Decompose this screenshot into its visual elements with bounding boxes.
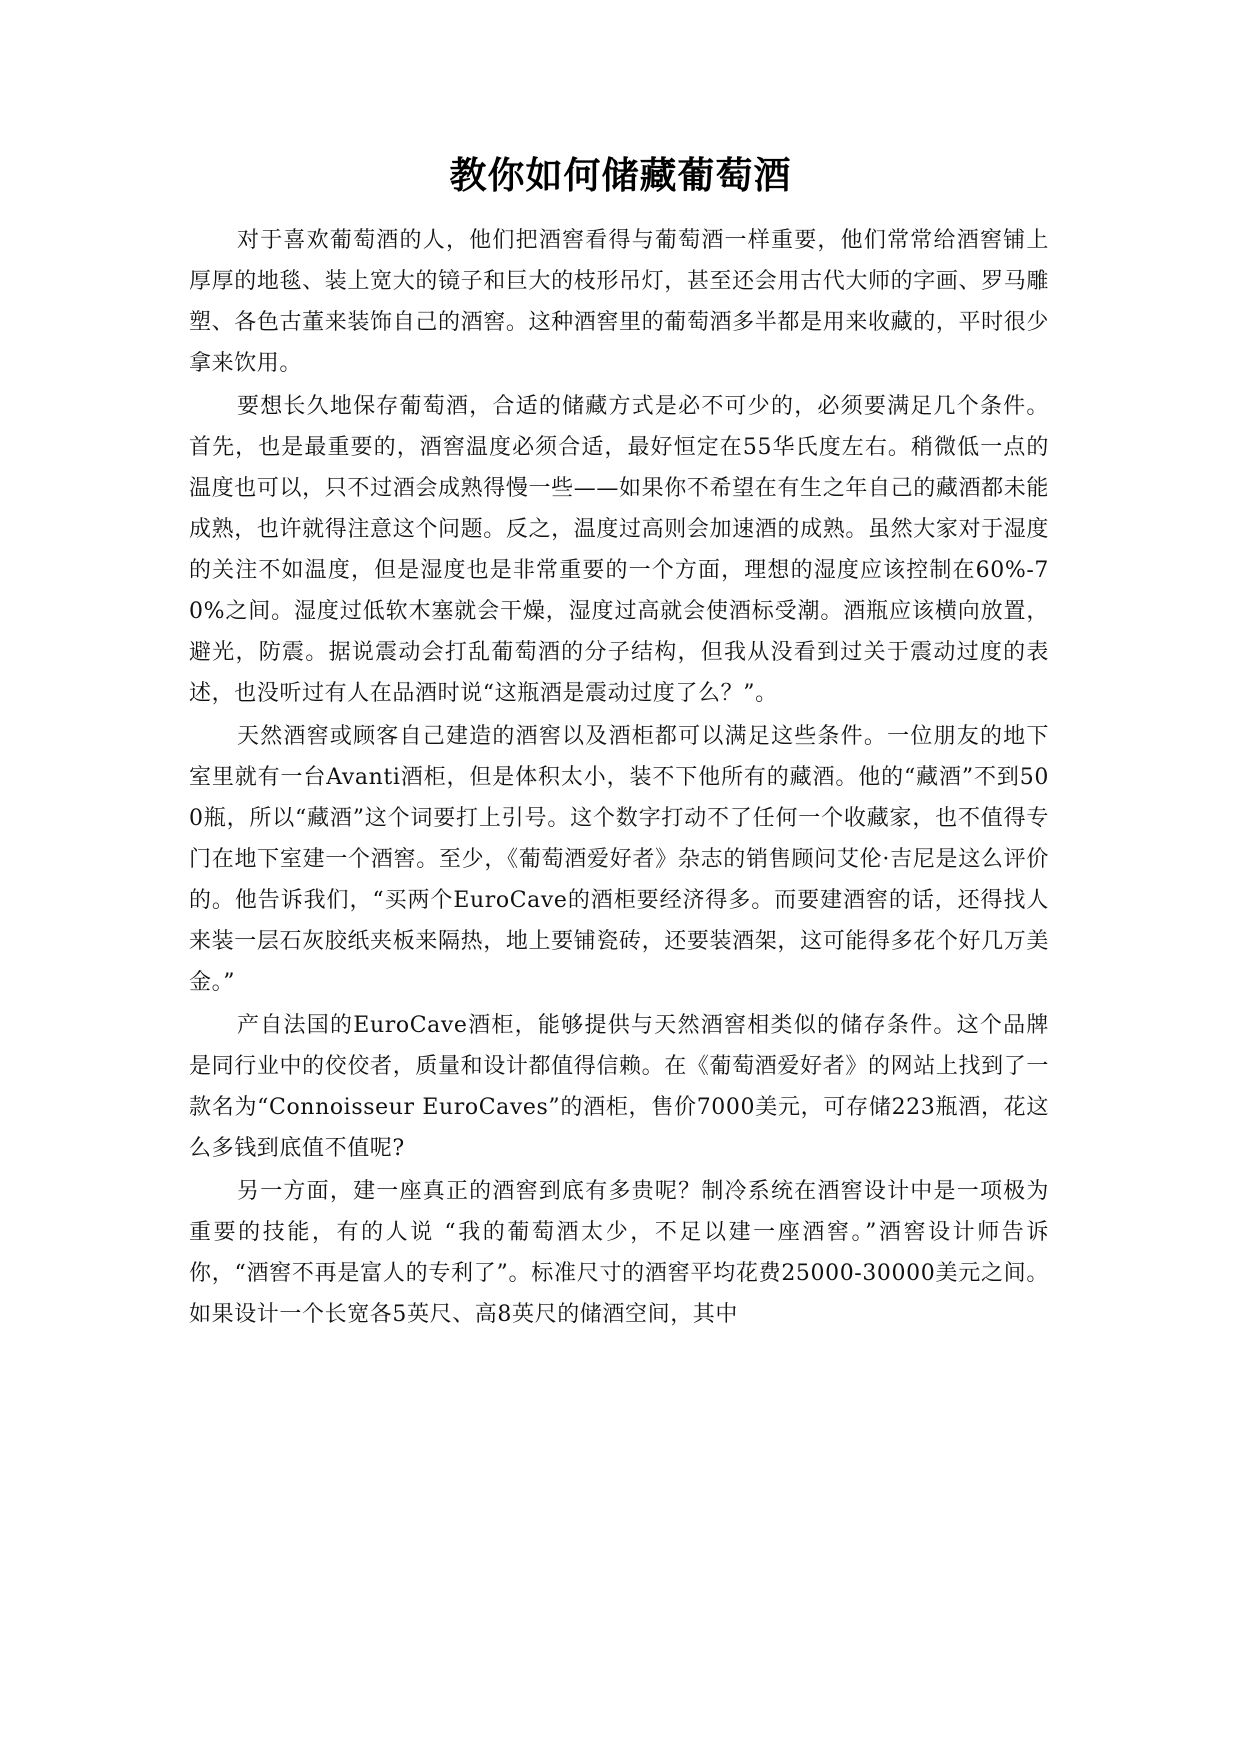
document-body [189,220,1049,1337]
paragraph-eurocave-cabinet: 产自法国的EuroCave酒柜，能够提供与天然酒窖相类似的储存条件。这个品牌是同行业中的佼佼者，质量和设计都值得信赖。在《葡萄酒爱好者》的网站上找到了一款名为“Connoisseur EuroCaves”的酒柜，售价7000美元，可存储223瓶酒，花这么多钱到底值不值呢? [189,1013,1049,1161]
paragraph-storage-conditions: 要想长久地保存葡萄酒，合适的储藏方式是必不可少的，必须要满足几个条件。首先，也是最重要的，酒窖温度必须合适，最好恒定在55华氏度左右。稍微低一点的温度也可以，只不过酒会成熟得慢一些——如果你不希望在有生之年自己的藏酒都未能成熟，也许就得注意这个问题。反之，温度过高则会加速酒的成熟。虽然大家对于湿度的关注不如温度，但是湿度也是非常重要的一个方面，理想的湿度应该控制在60%-70%之间。湿度过低软木塞就会干燥，湿度过高就会使酒标受潮。酒瓶应该横向放置，避光，防震。据说震动会打乱葡萄酒的分子结构，但我从没看到过关于震动过度的表述，也没听过有人在品酒时说“这瓶酒是震动过度了么？”。 [189,394,1049,706]
paragraph-natural-cellar-vs-cabinet: 天然酒窖或顾客自己建造的酒窖以及酒柜都可以满足这些条件。一位朋友的地下室里就有一台Avanti酒柜，但是体积太小，装不下他所有的藏酒。他的“藏酒”不到500瓶，所以“藏酒”这个词要打上引号。这个数字打动不了任何一个收藏家，也不值得专门在地下室建一个酒窖。至少，《葡萄酒爱好者》杂志的销售顾问艾伦·吉尼是这么评价的。他告诉我们，“买两个EuroCave的酒柜要经济得多。而要建酒窖的话，还得找人来装一层石灰胶纸夹板来隔热，地上要铺瓷砖，还要装酒架，这可能得多花个好几万美金。” [189,724,1049,995]
document-title: 教你如何储藏葡萄酒 [449,154,792,197]
paragraph-wine-cellar-intro: 对于喜欢葡萄酒的人，他们把酒窖看得与葡萄酒一样重要，他们常常给酒窖铺上厚厚的地毯、装上宽大的镜子和巨大的枝形吊灯，甚至还会用古代大师的字画、罗马雕塑、各色古董来装饰自己的酒窖。这种酒窖里的葡萄酒多半都是用来收藏的，平时很少拿来饮用。 [189,228,1049,376]
paragraph-cellar-cost: 另一方面，建一座真正的酒窖到底有多贵呢？制冷系统在酒窖设计中是一项极为重要的技能，有的人说 “我的葡萄酒太少，不足以建一座酒窖。”酒窖设计师告诉你，“酒窖不再是富人的专利了”。标准尺寸的酒窖平均花费25000-30000美元之间。如果设计一个长宽各5英尺、高8英尺的储酒空间，其中 [189,1179,1049,1327]
